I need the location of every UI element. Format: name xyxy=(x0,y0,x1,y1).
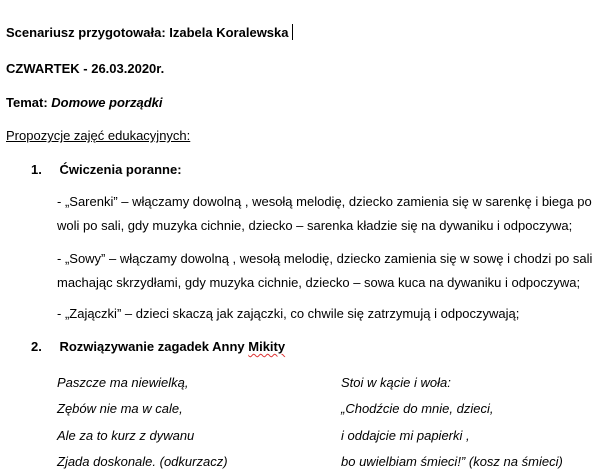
topic-value: Domowe porządki xyxy=(51,95,163,110)
proposals-heading: Propozycje zajęć edukacyjnych: xyxy=(6,128,191,143)
riddle-right-line: i oddajcie mi papierki , xyxy=(341,428,470,443)
section-heading-1 xyxy=(31,162,182,177)
riddle-left-line: Zębów nie ma w cale, xyxy=(57,401,183,416)
section-number: 1. xyxy=(31,162,42,177)
exercise-paragraph: - „Sowy” – włączamy dowolną , wesołą melodię, dziecko zamienia się w sowę i chodzi po sali machając skrzydłami, gdy muzyka cichnie, dziecko – sowa kuca na dywaniku i odpoczywa; xyxy=(57,251,593,290)
riddle-left-line: Ale za to kurz z dywanu xyxy=(57,428,195,443)
riddle-right-line: „Chodźcie do mnie, dzieci, xyxy=(341,401,494,416)
text-cursor xyxy=(292,24,293,40)
date-line: CZWARTEK - 26.03.2020r. xyxy=(6,61,165,76)
section-heading-2 xyxy=(31,339,285,354)
spellcheck-flagged-word: Mikity xyxy=(248,339,286,354)
riddle-left-line: Paszcze ma niewielką, xyxy=(57,375,189,390)
topic-label: Temat: xyxy=(6,95,52,110)
riddle-right-line: bo uwielbiam śmieci!” (kosz na śmieci) xyxy=(341,454,563,469)
section-title: Ćwiczenia poranne: xyxy=(59,162,182,177)
author-line: Scenariusz przygotowała: Izabela Koralewska xyxy=(6,24,293,40)
riddle-left-line: Zjada doskonale. (odkurzacz) xyxy=(57,454,228,469)
section-number: 2. xyxy=(31,339,42,354)
topic-line xyxy=(6,95,163,110)
exercise-paragraph: - „Sarenki” – włączamy dowolną , wesołą melodię, dziecko zamienia się w sarenkę i biega po woli po sali, gdy muzyka cichnie, dziecko – sarenka kładzie się na dywaniku i odpoczywa; xyxy=(57,194,592,233)
riddle-right-line: Stoi w kącie i woła: xyxy=(341,375,451,390)
section-title: Rozwiązywanie zagadek Anny xyxy=(59,339,249,354)
exercise-paragraph: - „Zajączki” – dzieci skaczą jak zajączki, co chwile się zatrzymują i odpoczywają; xyxy=(57,306,520,321)
